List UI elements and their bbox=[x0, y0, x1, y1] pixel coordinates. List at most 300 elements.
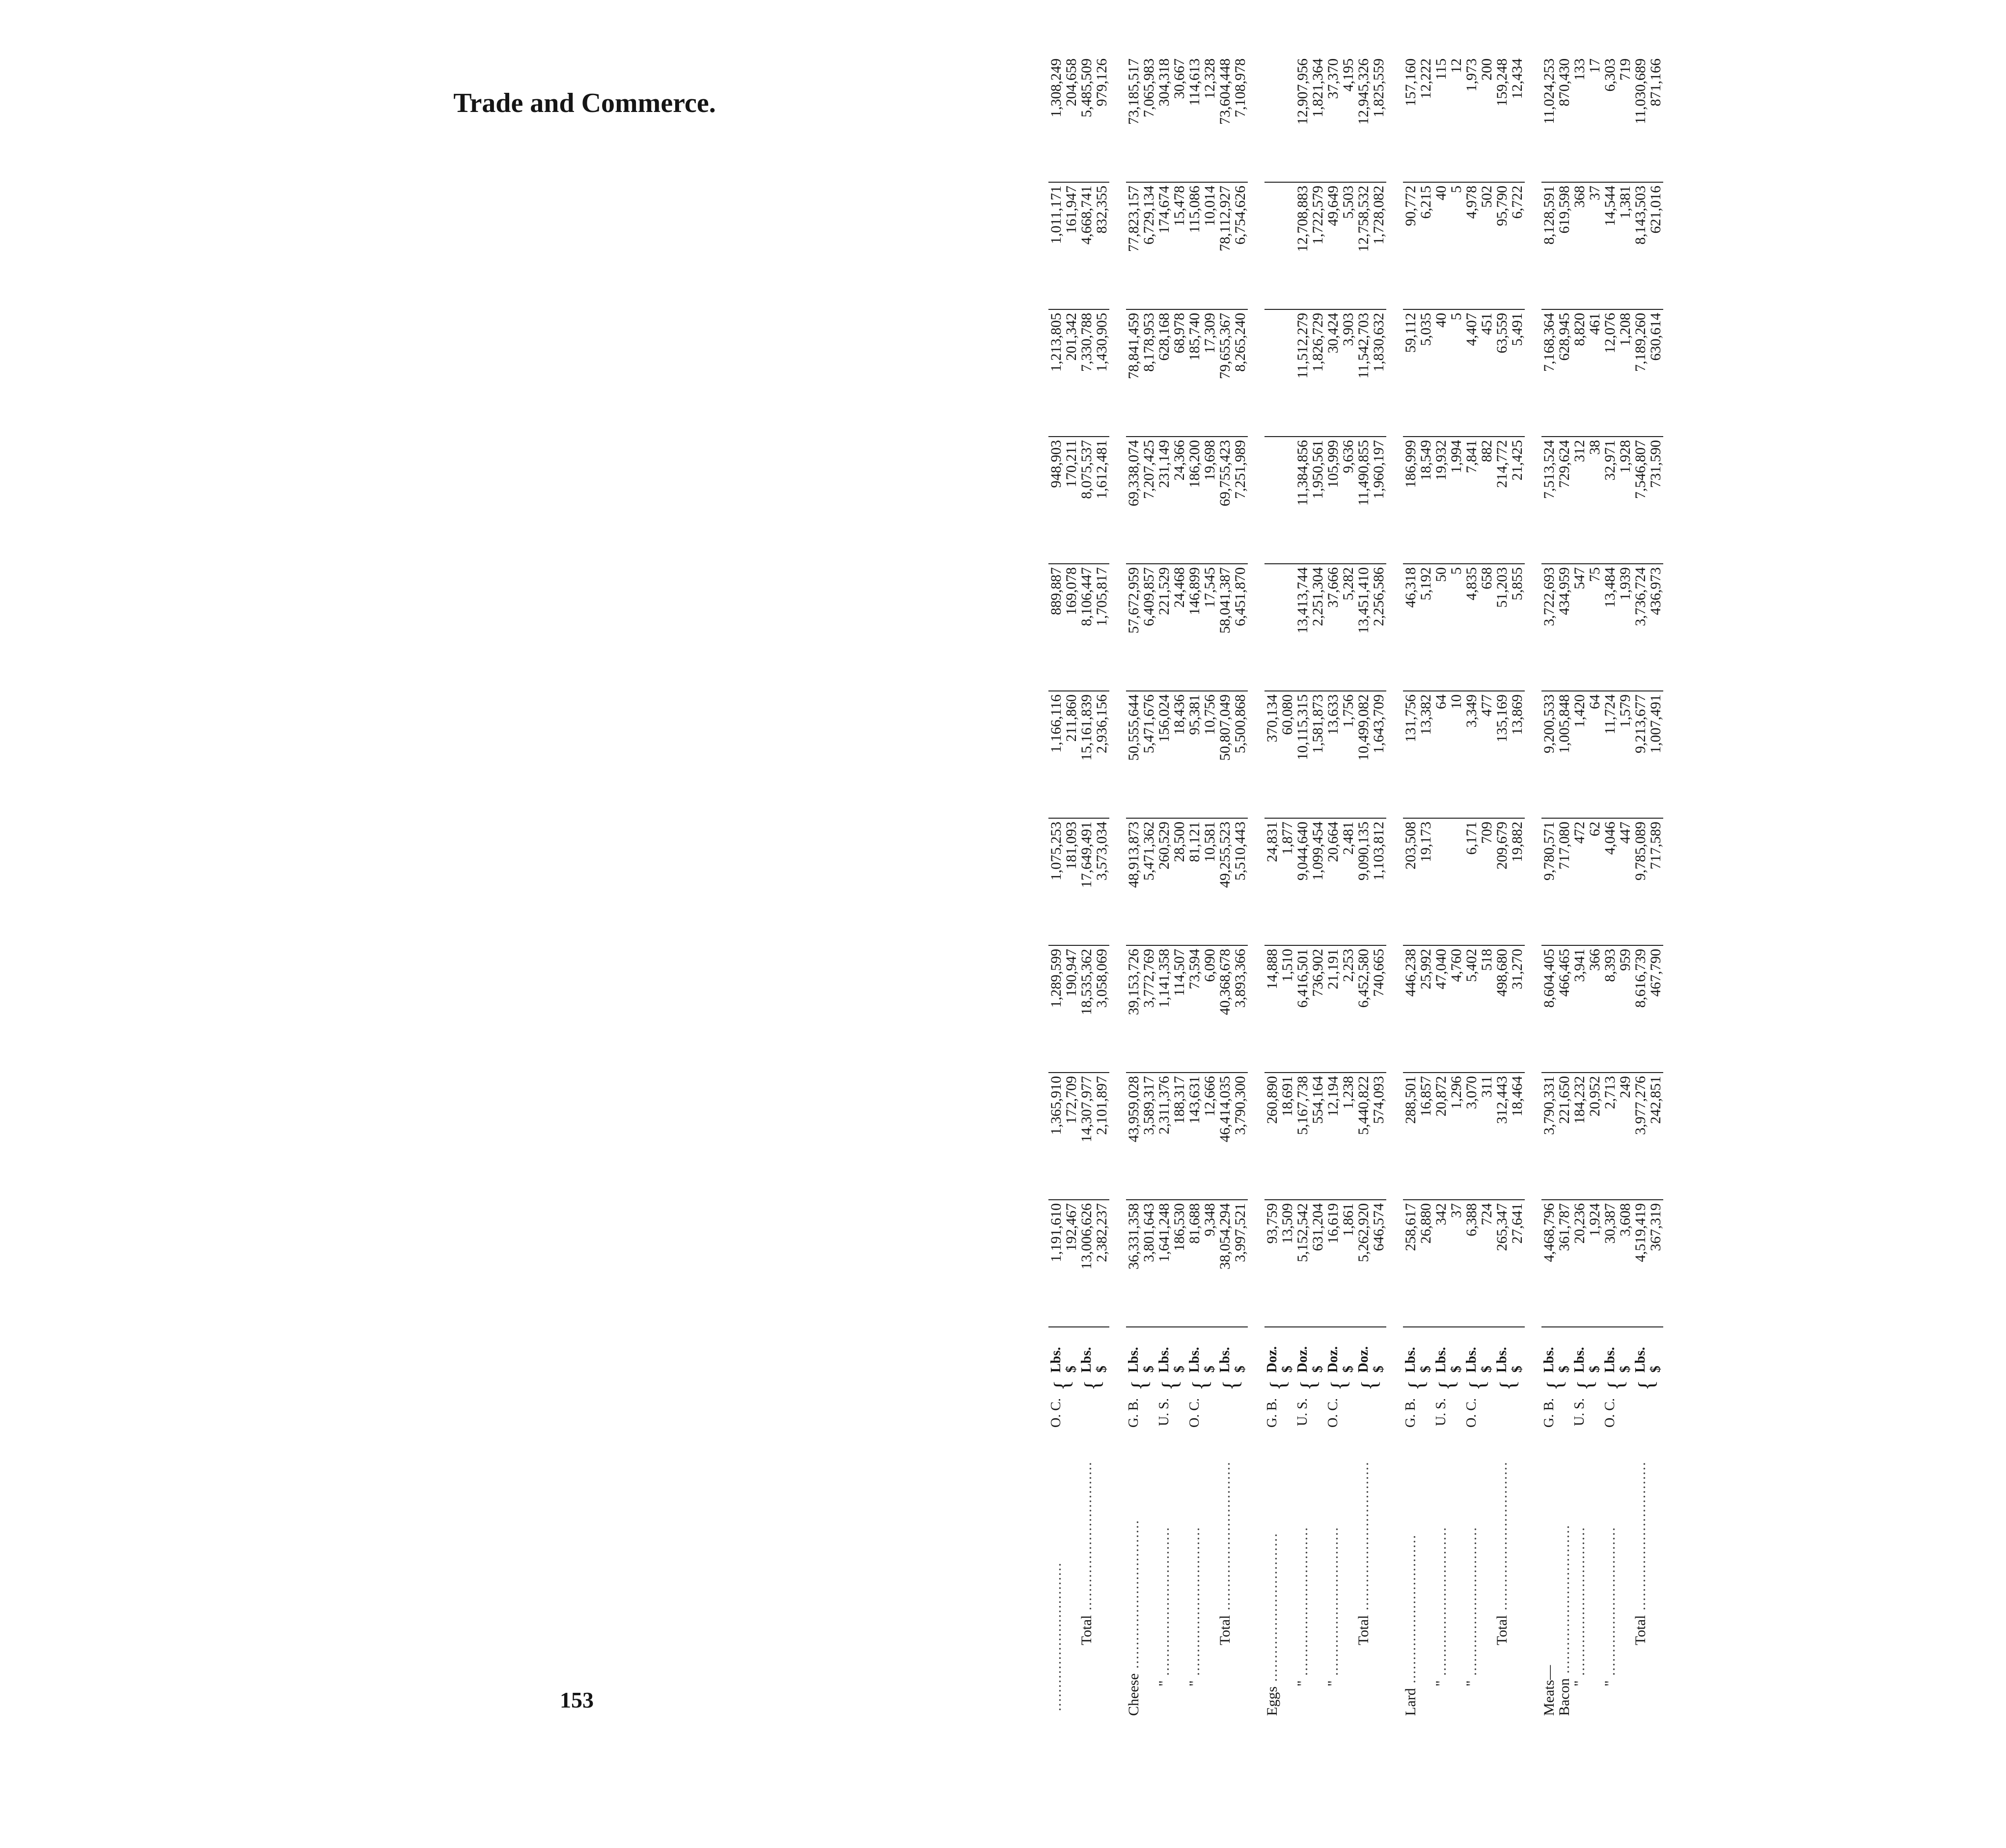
row-label-cell bbox=[1403, 1438, 1433, 1719]
dollar-value bbox=[1280, 58, 1295, 179]
year-value-cell bbox=[1403, 55, 1433, 182]
quantity-unit: Lbs. bbox=[1048, 1347, 1064, 1373]
group-spacer bbox=[1525, 55, 1541, 1719]
quantity-unit: Lbs. bbox=[1494, 1347, 1510, 1373]
brace-icon: { bbox=[1603, 1379, 1628, 1391]
year-value-cell bbox=[1079, 818, 1109, 945]
leader-dots: ................................ bbox=[1294, 1526, 1311, 1681]
dollar-value: 18,691 bbox=[1279, 1076, 1295, 1117]
row-label: " bbox=[1571, 1680, 1588, 1686]
origin-code bbox=[1217, 1395, 1248, 1438]
quantity-value: 8,616,739 bbox=[1632, 949, 1649, 1008]
leader-dots: ................................ bbox=[1433, 1526, 1449, 1681]
dollar-value: 161,947 bbox=[1063, 186, 1079, 234]
quantity-value: 95,790 bbox=[1494, 186, 1510, 226]
leader-dots: ................................ bbox=[1126, 1519, 1142, 1674]
year-value-cell bbox=[1156, 55, 1187, 182]
origin-code: G. B. bbox=[1541, 1398, 1557, 1428]
dollar-value: 249 bbox=[1617, 1076, 1633, 1098]
dollar-value bbox=[1280, 313, 1295, 433]
quantity-value: 4,046 bbox=[1602, 822, 1618, 855]
dollar-value: 10 bbox=[1448, 694, 1464, 709]
origin-code bbox=[1079, 1395, 1109, 1438]
year-value-cell bbox=[1633, 1200, 1663, 1327]
row-label: " bbox=[1602, 1680, 1618, 1686]
quantity-value: 260,529 bbox=[1156, 822, 1172, 870]
quantity-value: 288,501 bbox=[1402, 1076, 1419, 1124]
quantity-value: 4,407 bbox=[1463, 313, 1480, 346]
dollar-value: 2,101,897 bbox=[1094, 1076, 1110, 1135]
row-label-cell bbox=[1079, 1438, 1109, 1719]
year-value-cell bbox=[1633, 691, 1663, 818]
quantity-value: 37,666 bbox=[1325, 567, 1341, 608]
dollar-value: 3,893,366 bbox=[1232, 949, 1248, 1008]
leader-dots: ................................ bbox=[1463, 1526, 1480, 1681]
quantity-value: 7,330,788 bbox=[1078, 313, 1095, 372]
row-label-cell bbox=[1156, 1438, 1187, 1719]
quantity-value: 3,736,724 bbox=[1632, 567, 1649, 626]
quantity-value: 9,044,640 bbox=[1294, 822, 1311, 881]
brace-icon: { bbox=[1157, 1379, 1182, 1391]
origin-code: U. S. bbox=[1572, 1398, 1587, 1426]
dollar-value: 1,924 bbox=[1587, 1203, 1603, 1237]
quantity-value: 3,070 bbox=[1463, 1076, 1480, 1109]
year-value-cell bbox=[1295, 437, 1325, 564]
unit-cell bbox=[1464, 1327, 1494, 1376]
dollar-value: 2,253 bbox=[1340, 949, 1356, 982]
quantity-value: 13,006,626 bbox=[1078, 1203, 1095, 1269]
quantity-value: 13,633 bbox=[1325, 694, 1341, 735]
quantity-value: 1,011,171 bbox=[1048, 186, 1064, 244]
leader-dots: ................................ bbox=[1556, 1524, 1572, 1679]
year-value-cell bbox=[1403, 182, 1433, 309]
quantity-value: 21,191 bbox=[1325, 949, 1341, 990]
row-label: Total bbox=[1217, 1615, 1233, 1645]
year-value-cell bbox=[1633, 437, 1663, 564]
year-value-cell bbox=[1325, 818, 1356, 945]
quantity-value: 446,238 bbox=[1402, 949, 1419, 997]
quantity-unit: Lbs. bbox=[1187, 1347, 1202, 1373]
quantity-value: 6,388 bbox=[1463, 1203, 1480, 1237]
year-value-cell bbox=[1433, 437, 1464, 564]
quantity-value: 1,420 bbox=[1571, 694, 1588, 728]
year-value-cell bbox=[1187, 182, 1217, 309]
year-value-cell bbox=[1264, 564, 1295, 691]
dollar-value: 717,589 bbox=[1648, 822, 1664, 870]
year-value-cell bbox=[1572, 1200, 1602, 1327]
quantity-value: 49,649 bbox=[1325, 186, 1341, 226]
quantity-value: 547 bbox=[1571, 567, 1588, 589]
year-value-cell bbox=[1433, 818, 1464, 945]
year-value-cell bbox=[1217, 55, 1248, 182]
quantity-value: 214,772 bbox=[1494, 440, 1510, 488]
dollar-value: 621,016 bbox=[1648, 186, 1664, 234]
year-value-cell bbox=[1572, 182, 1602, 309]
quantity-value: 1,365,910 bbox=[1048, 1076, 1064, 1135]
value-unit: $ bbox=[1310, 1366, 1325, 1373]
quantity-value: 11,542,703 bbox=[1355, 313, 1372, 379]
year-value-cell bbox=[1541, 564, 1572, 691]
dollar-value: 12 bbox=[1448, 58, 1464, 73]
quantity-value: 46,414,035 bbox=[1217, 1076, 1233, 1142]
quantity-value: 36,331,358 bbox=[1126, 1203, 1142, 1269]
table-row bbox=[1541, 55, 1572, 1719]
table-row bbox=[1295, 55, 1325, 1719]
quantity-value: 32,971 bbox=[1602, 440, 1618, 481]
row-label-cell bbox=[1494, 1438, 1525, 1719]
row-label: Eggs bbox=[1264, 1686, 1280, 1716]
quantity-unit: Lbs. bbox=[1126, 1347, 1141, 1373]
quantity-value: 185,740 bbox=[1186, 313, 1203, 361]
quantity-value: 115 bbox=[1433, 58, 1449, 80]
quantity-value: 1,973 bbox=[1463, 58, 1480, 92]
quantity-value: 156,024 bbox=[1156, 694, 1172, 743]
year-value-cell bbox=[1217, 1200, 1248, 1327]
quantity-value: 73,604,448 bbox=[1217, 58, 1233, 125]
year-value-cell bbox=[1048, 55, 1079, 182]
dollar-value: 740,665 bbox=[1371, 949, 1387, 997]
dollar-value: 4,195 bbox=[1340, 58, 1356, 92]
dollar-value bbox=[1449, 822, 1464, 942]
leader-dots: ................................ bbox=[1571, 1526, 1588, 1681]
quantity-value: 260,890 bbox=[1264, 1076, 1280, 1124]
dollar-value: 5,491 bbox=[1509, 313, 1525, 346]
quantity-value: 58,041,387 bbox=[1217, 567, 1233, 634]
year-value-cell bbox=[1541, 945, 1572, 1073]
year-value-cell bbox=[1048, 1200, 1079, 1327]
year-value-cell bbox=[1156, 182, 1187, 309]
quantity-value: 40,368,678 bbox=[1217, 949, 1233, 1015]
unit-cell bbox=[1126, 1327, 1156, 1376]
row-label-cell bbox=[1572, 1438, 1602, 1719]
dollar-value: 6,409,857 bbox=[1141, 567, 1157, 626]
quantity-value: 59,112 bbox=[1402, 313, 1419, 353]
dollar-value: 18,436 bbox=[1171, 694, 1187, 735]
unit-cell bbox=[1295, 1327, 1325, 1376]
page-title: Trade and Commerce. bbox=[453, 88, 716, 118]
leader-dots: ................................ bbox=[1355, 1461, 1372, 1615]
dollar-value: 882 bbox=[1479, 440, 1495, 462]
origin-code: O. C. bbox=[1602, 1398, 1618, 1428]
brace-icon: { bbox=[1265, 1379, 1291, 1391]
year-value-cell bbox=[1464, 564, 1494, 691]
dollar-value: 204,658 bbox=[1063, 58, 1079, 107]
dollar-value: 192,467 bbox=[1063, 1203, 1079, 1251]
dollar-value: 5,510,443 bbox=[1232, 822, 1248, 881]
year-value-cell bbox=[1295, 564, 1325, 691]
dollar-value: 12,222 bbox=[1418, 58, 1434, 99]
dollar-value: 467,790 bbox=[1648, 949, 1664, 997]
origin-code: G. B. bbox=[1126, 1398, 1141, 1428]
year-value-cell bbox=[1633, 945, 1663, 1073]
origin-code: O. C. bbox=[1325, 1398, 1341, 1428]
dollar-value: 1,825,559 bbox=[1371, 58, 1387, 117]
year-value-cell bbox=[1048, 564, 1079, 691]
dollar-value: 6,090 bbox=[1202, 949, 1218, 982]
year-value-cell bbox=[1079, 1073, 1109, 1200]
dollar-value: 3,790,300 bbox=[1232, 1076, 1248, 1135]
quantity-value: 4,468,796 bbox=[1541, 1203, 1557, 1262]
quantity-value: 13,451,410 bbox=[1355, 567, 1372, 634]
quantity-value: 64 bbox=[1433, 694, 1449, 709]
year-value-cell bbox=[1126, 437, 1156, 564]
value-unit: $ bbox=[1202, 1366, 1217, 1373]
quantity-value: 19,932 bbox=[1433, 440, 1449, 481]
year-value-cell bbox=[1126, 182, 1156, 309]
leader-dots: ................................ bbox=[1402, 1534, 1419, 1688]
year-value-cell bbox=[1264, 691, 1295, 818]
dollar-value: 6,754,626 bbox=[1232, 186, 1248, 245]
year-value-cell bbox=[1494, 1200, 1525, 1327]
dollar-value: 221,650 bbox=[1556, 1076, 1572, 1124]
dollar-value: 6,722 bbox=[1509, 186, 1525, 219]
quantity-value: 143,631 bbox=[1186, 1076, 1203, 1124]
year-value-cell bbox=[1126, 691, 1156, 818]
quantity-value: 1,166,116 bbox=[1048, 694, 1064, 753]
year-value-cell bbox=[1633, 182, 1663, 309]
year-value-cell bbox=[1464, 309, 1494, 437]
dollar-value: 3,058,069 bbox=[1094, 949, 1110, 1008]
row-label-cell bbox=[1217, 1438, 1248, 1719]
quantity-value: 20,236 bbox=[1571, 1203, 1588, 1244]
year-value-cell bbox=[1403, 691, 1433, 818]
quantity-value: 63,559 bbox=[1494, 313, 1510, 354]
year-value-cell bbox=[1433, 1200, 1464, 1327]
dollar-value: 12,666 bbox=[1202, 1076, 1218, 1117]
quantity-value: 3,941 bbox=[1571, 949, 1588, 982]
dollar-value: 1,994 bbox=[1448, 440, 1464, 473]
dollar-value: 186,530 bbox=[1171, 1203, 1187, 1251]
quantity-unit: Lbs. bbox=[1217, 1347, 1233, 1373]
year-value-cell bbox=[1079, 1200, 1109, 1327]
row-label: Lard bbox=[1402, 1688, 1419, 1716]
year-value-cell bbox=[1541, 1200, 1572, 1327]
year-value-cell bbox=[1572, 945, 1602, 1073]
quantity-value: 3,722,693 bbox=[1541, 567, 1557, 626]
dollar-value: 502 bbox=[1479, 186, 1495, 208]
year-value-cell bbox=[1048, 691, 1079, 818]
quantity-value: 14,544 bbox=[1602, 186, 1618, 226]
dollar-value: 37 bbox=[1448, 1203, 1464, 1218]
row-label-cell bbox=[1325, 1438, 1356, 1719]
dollar-value: 5,035 bbox=[1418, 313, 1434, 346]
quantity-value: 184,232 bbox=[1571, 1076, 1588, 1124]
dollar-value: 15,478 bbox=[1171, 186, 1187, 226]
quantity-value: 47,040 bbox=[1433, 949, 1449, 990]
quantity-value: 133 bbox=[1571, 58, 1588, 81]
row-label: Bacon bbox=[1556, 1678, 1572, 1716]
dollar-value bbox=[1280, 567, 1295, 688]
brace-icon: { bbox=[1573, 1379, 1598, 1391]
year-value-cell bbox=[1356, 182, 1386, 309]
dollar-value: 5,471,362 bbox=[1141, 822, 1157, 881]
dollar-value: 1,861 bbox=[1340, 1203, 1356, 1237]
quantity-value: 30,424 bbox=[1325, 313, 1341, 354]
quantity-value: 8,393 bbox=[1602, 949, 1618, 982]
year-value-cell bbox=[1633, 1073, 1663, 1200]
year-value-cell bbox=[1464, 437, 1494, 564]
dollar-value: 871,166 bbox=[1648, 58, 1664, 107]
dollar-value: 10,014 bbox=[1202, 186, 1218, 226]
dollar-value: 5,282 bbox=[1340, 567, 1356, 601]
dollar-value: 188,317 bbox=[1171, 1076, 1187, 1124]
table-row bbox=[1464, 55, 1494, 1719]
dollar-value: 1,821,364 bbox=[1310, 58, 1326, 117]
quantity-unit: Doz. bbox=[1325, 1346, 1341, 1373]
quantity-value: 5,440,822 bbox=[1355, 1076, 1372, 1135]
table-row bbox=[1187, 55, 1217, 1719]
quantity-value: 174,674 bbox=[1156, 186, 1172, 234]
dollar-value: 1,939 bbox=[1617, 567, 1633, 601]
dollar-value: 1,005,848 bbox=[1556, 694, 1572, 753]
year-value-cell bbox=[1602, 945, 1633, 1073]
dollar-value: 1,756 bbox=[1340, 694, 1356, 728]
year-value-cell bbox=[1126, 564, 1156, 691]
dollar-value: 170,211 bbox=[1063, 440, 1079, 488]
row-label-cell bbox=[1464, 1438, 1494, 1719]
quantity-value: 7,841 bbox=[1463, 440, 1480, 473]
quantity-value: 146,899 bbox=[1186, 567, 1203, 615]
quantity-value: 498,680 bbox=[1494, 949, 1510, 997]
quantity-value: 48,913,873 bbox=[1126, 822, 1142, 888]
year-value-cell bbox=[1264, 1200, 1295, 1327]
year-value-cell bbox=[1494, 1073, 1525, 1200]
dollar-value: 13,382 bbox=[1418, 694, 1434, 735]
year-value-cell bbox=[1403, 818, 1433, 945]
unit-cell bbox=[1217, 1327, 1248, 1376]
year-value-cell bbox=[1295, 55, 1325, 182]
brace-icon: { bbox=[1465, 1379, 1490, 1391]
dollar-value: 1,099,454 bbox=[1310, 822, 1326, 881]
unit-cell bbox=[1403, 1327, 1433, 1376]
quantity-value: 948,903 bbox=[1048, 440, 1064, 488]
quantity-value: 6,452,580 bbox=[1355, 949, 1372, 1008]
year-value-cell bbox=[1325, 945, 1356, 1073]
year-value-cell bbox=[1156, 309, 1187, 437]
year-value-cell bbox=[1494, 55, 1525, 182]
dollar-value: 7,065,983 bbox=[1141, 58, 1157, 117]
quantity-value: 135,169 bbox=[1494, 694, 1510, 743]
row-label-cell bbox=[1048, 1438, 1079, 1719]
dollar-value: 3,997,521 bbox=[1232, 1203, 1248, 1262]
leader-dots: ................................ bbox=[1602, 1526, 1618, 1681]
dollar-value: 518 bbox=[1479, 949, 1495, 971]
quantity-value: 12,907,956 bbox=[1294, 58, 1311, 125]
dollar-value: 434,959 bbox=[1556, 567, 1572, 615]
year-value-cell bbox=[1572, 55, 1602, 182]
dollar-value: 447 bbox=[1617, 822, 1633, 844]
table-row bbox=[1602, 55, 1633, 1719]
dollar-value: 3,589,317 bbox=[1141, 1076, 1157, 1135]
quantity-value: 628,168 bbox=[1156, 313, 1172, 361]
year-value-cell bbox=[1464, 1073, 1494, 1200]
dollar-value: 466,465 bbox=[1556, 949, 1572, 997]
year-value-cell bbox=[1464, 55, 1494, 182]
table-row bbox=[1403, 55, 1433, 1719]
quantity-value: 50,807,049 bbox=[1217, 694, 1233, 761]
origin-code: U. S. bbox=[1156, 1398, 1172, 1426]
year-value-cell bbox=[1217, 309, 1248, 437]
leader-dots: ................................ bbox=[1048, 1562, 1064, 1716]
dollar-value: 979,126 bbox=[1094, 58, 1110, 107]
year-value-cell bbox=[1356, 437, 1386, 564]
year-value-cell bbox=[1325, 564, 1356, 691]
quantity-value bbox=[1264, 313, 1280, 433]
dollar-value: 24,366 bbox=[1171, 440, 1187, 481]
quantity-value: 11,024,253 bbox=[1541, 58, 1557, 124]
table-row bbox=[1433, 55, 1464, 1719]
dollar-value: 17 bbox=[1587, 58, 1603, 73]
year-value-cell bbox=[1541, 437, 1572, 564]
dollar-value: 18,549 bbox=[1418, 440, 1434, 481]
dollar-value: 20,952 bbox=[1587, 1076, 1603, 1117]
year-value-cell bbox=[1079, 691, 1109, 818]
table-row bbox=[1264, 55, 1295, 1719]
unit-cell bbox=[1048, 1327, 1079, 1376]
value-unit: $ bbox=[1233, 1366, 1248, 1373]
quantity-value: 12,194 bbox=[1325, 1076, 1341, 1117]
dollar-value: 1,296 bbox=[1448, 1076, 1464, 1109]
dollar-value: 201,342 bbox=[1063, 313, 1079, 361]
dollar-value: 13,869 bbox=[1509, 694, 1525, 735]
year-value-cell bbox=[1156, 437, 1187, 564]
quantity-value: 11,030,689 bbox=[1632, 58, 1649, 124]
year-value-cell bbox=[1356, 55, 1386, 182]
dollar-value: 5,500,868 bbox=[1232, 694, 1248, 753]
year-value-cell bbox=[1187, 564, 1217, 691]
year-value-cell bbox=[1048, 309, 1079, 437]
dollar-value: 6,451,870 bbox=[1232, 567, 1248, 626]
quantity-value: 1,289,599 bbox=[1048, 949, 1064, 1008]
dollar-value: 1,643,709 bbox=[1371, 694, 1387, 753]
quantity-value: 265,347 bbox=[1494, 1203, 1510, 1251]
quantity-value: 16,619 bbox=[1325, 1203, 1341, 1244]
dollar-value: 172,709 bbox=[1063, 1076, 1079, 1124]
quantity-unit: Lbs. bbox=[1079, 1347, 1094, 1373]
quantity-unit: Lbs. bbox=[1572, 1347, 1587, 1373]
row-label: Cheese bbox=[1126, 1673, 1142, 1716]
quantity-value: 77,823,157 bbox=[1126, 186, 1142, 252]
quantity-value: 69,338,074 bbox=[1126, 440, 1142, 506]
year-value-cell bbox=[1295, 945, 1325, 1073]
quantity-value: 73,185,517 bbox=[1126, 58, 1142, 125]
year-value-cell bbox=[1079, 437, 1109, 564]
quantity-value: 1,213,805 bbox=[1048, 313, 1064, 372]
total-row bbox=[1633, 55, 1663, 1719]
quantity-value: 11,512,279 bbox=[1294, 313, 1311, 379]
dollar-value: 719 bbox=[1617, 58, 1633, 81]
dollar-value: 724 bbox=[1479, 1203, 1495, 1225]
dollar-value: 38 bbox=[1587, 440, 1603, 455]
unit-cell bbox=[1494, 1327, 1525, 1376]
year-value-cell bbox=[1126, 818, 1156, 945]
row-label-cell bbox=[1356, 1438, 1386, 1719]
dollar-value: 1,430,905 bbox=[1094, 313, 1110, 372]
dollar-value: 3,772,769 bbox=[1141, 949, 1157, 1008]
brace-icon: { bbox=[1127, 1379, 1152, 1391]
year-value-cell bbox=[1264, 818, 1295, 945]
year-value-cell bbox=[1325, 309, 1356, 437]
year-value-cell bbox=[1156, 691, 1187, 818]
year-value-cell bbox=[1217, 818, 1248, 945]
year-value-cell bbox=[1433, 309, 1464, 437]
quantity-value: 8,075,537 bbox=[1078, 440, 1095, 499]
quantity-value: 3,977,276 bbox=[1632, 1076, 1649, 1135]
quantity-value: 12,758,532 bbox=[1355, 186, 1372, 252]
quantity-value: 889,887 bbox=[1048, 567, 1064, 615]
dollar-value: 870,430 bbox=[1556, 58, 1572, 107]
year-value-cell bbox=[1264, 55, 1295, 182]
